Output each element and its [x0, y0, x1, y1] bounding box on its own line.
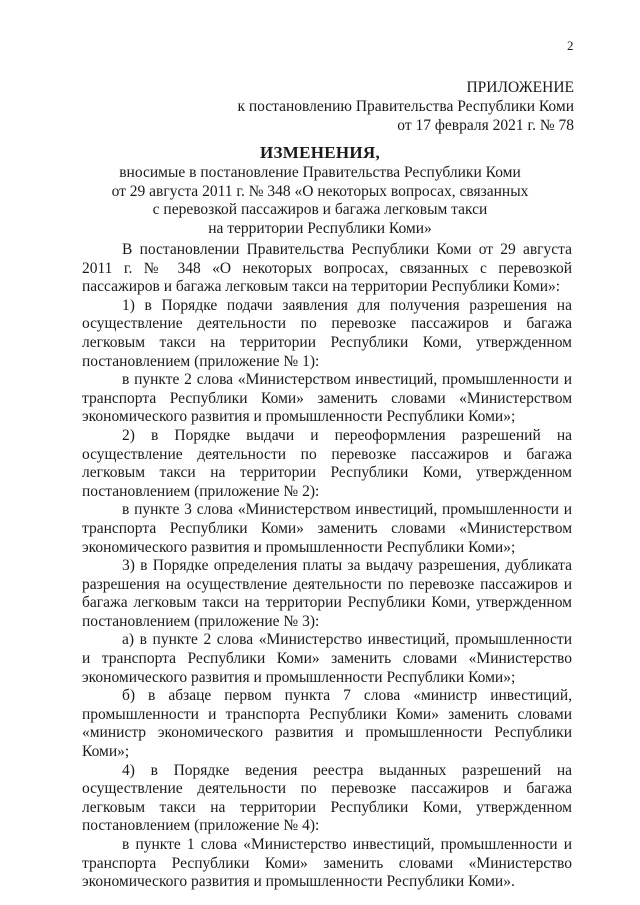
paragraph-item-1-change: в пункте 2 слова «Министерством инвестиций, промышленности и транспорта Республики Коми» заменить словами «Министерством экономического развития и промышленности Республики Коми»;: [82, 371, 572, 426]
document-title: ИЗМЕНЕНИЯ,: [259, 143, 381, 162]
paragraph-item-2-change: в пункте 3 слова «Министерством инвестиций, промышленности и транспорта Республики Коми» заменить словами «Министерством экономического развития и промышленности Республики Коми»;: [82, 501, 572, 556]
paragraph-item-4-change: в пункте 1 слова «Министерство инвестиций, промышленности и транспорта Республики Коми» заменить словами «Министерство экономического развития и промышленности Республики Коми».: [82, 836, 572, 891]
paragraph-item-3: 3) в Порядке определения платы за выдачу разрешения, дубликата разрешения на осуществление деятельности по перевозке пассажиров и багажа легковым такси на территории Республики Коми, утвержденном постановлением (приложение № 3):: [82, 557, 572, 630]
appendix-reference: к постановлению Правительства Республики Коми: [237, 98, 574, 115]
subtitle-line: на территории Республики Коми»: [208, 219, 432, 237]
appendix-header: [237, 78, 574, 135]
document-body: [82, 241, 572, 892]
paragraph-item-2: 2) в Порядке выдачи и переоформления разрешений на осуществление деятельности по перевозке пассажиров и багажа легковым такси на территории Республики Коми, утвержденном постановлением (приложение № 2):: [82, 426, 572, 500]
subtitle-line: вносимые в постановление Правительства Республики Коми: [119, 164, 521, 181]
paragraph-item-1: 1) в Порядке подачи заявления для получения разрешения на осуществление деятельности по перевозке пассажиров и багажа легковым такси на территории Республики Коми, утвержденном постановлением (приложение № 1):: [82, 296, 572, 370]
appendix-date-number: от 17 февраля 2021 г. № 78: [397, 117, 574, 134]
document-subtitle: [100, 164, 540, 238]
appendix-label: ПРИЛОЖЕНИЕ: [466, 79, 574, 96]
paragraph-intro: В постановлении Правительства Республики Коми от 29 августа 2011 г. № 348 «О некоторых вопросах, связанных с перевозкой пассажиров и багажа легковым такси на территории Республики Коми»:: [82, 241, 572, 296]
paragraph-item-3b: б) в абзаце первом пункта 7 слова «министр инвестиций, промышленности и транспорта Республики Коми» заменить словами «министр экономического развития и промышленности Республики Коми»;: [82, 687, 572, 761]
paragraph-item-4: 4) в Порядке ведения реестра выданных разрешений на осуществление деятельности по перевозке пассажиров и багажа легковым такси на территории Республики Коми, утвержденном постановлением (приложение № 4):: [82, 761, 572, 835]
paragraph-item-3a: а) в пункте 2 слова «Министерство инвестиций, промышленности и транспорта Республики Коми» заменить словами «Министерство экономического развития и промышленности Республики Коми»;: [82, 631, 572, 686]
subtitle-line: от 29 августа 2011 г. № 348 «О некоторых вопросах, связанных: [111, 182, 529, 200]
subtitle-line: с перевозкой пассажиров и багажа легковым такси: [152, 201, 488, 218]
page-number: 2: [567, 38, 574, 53]
